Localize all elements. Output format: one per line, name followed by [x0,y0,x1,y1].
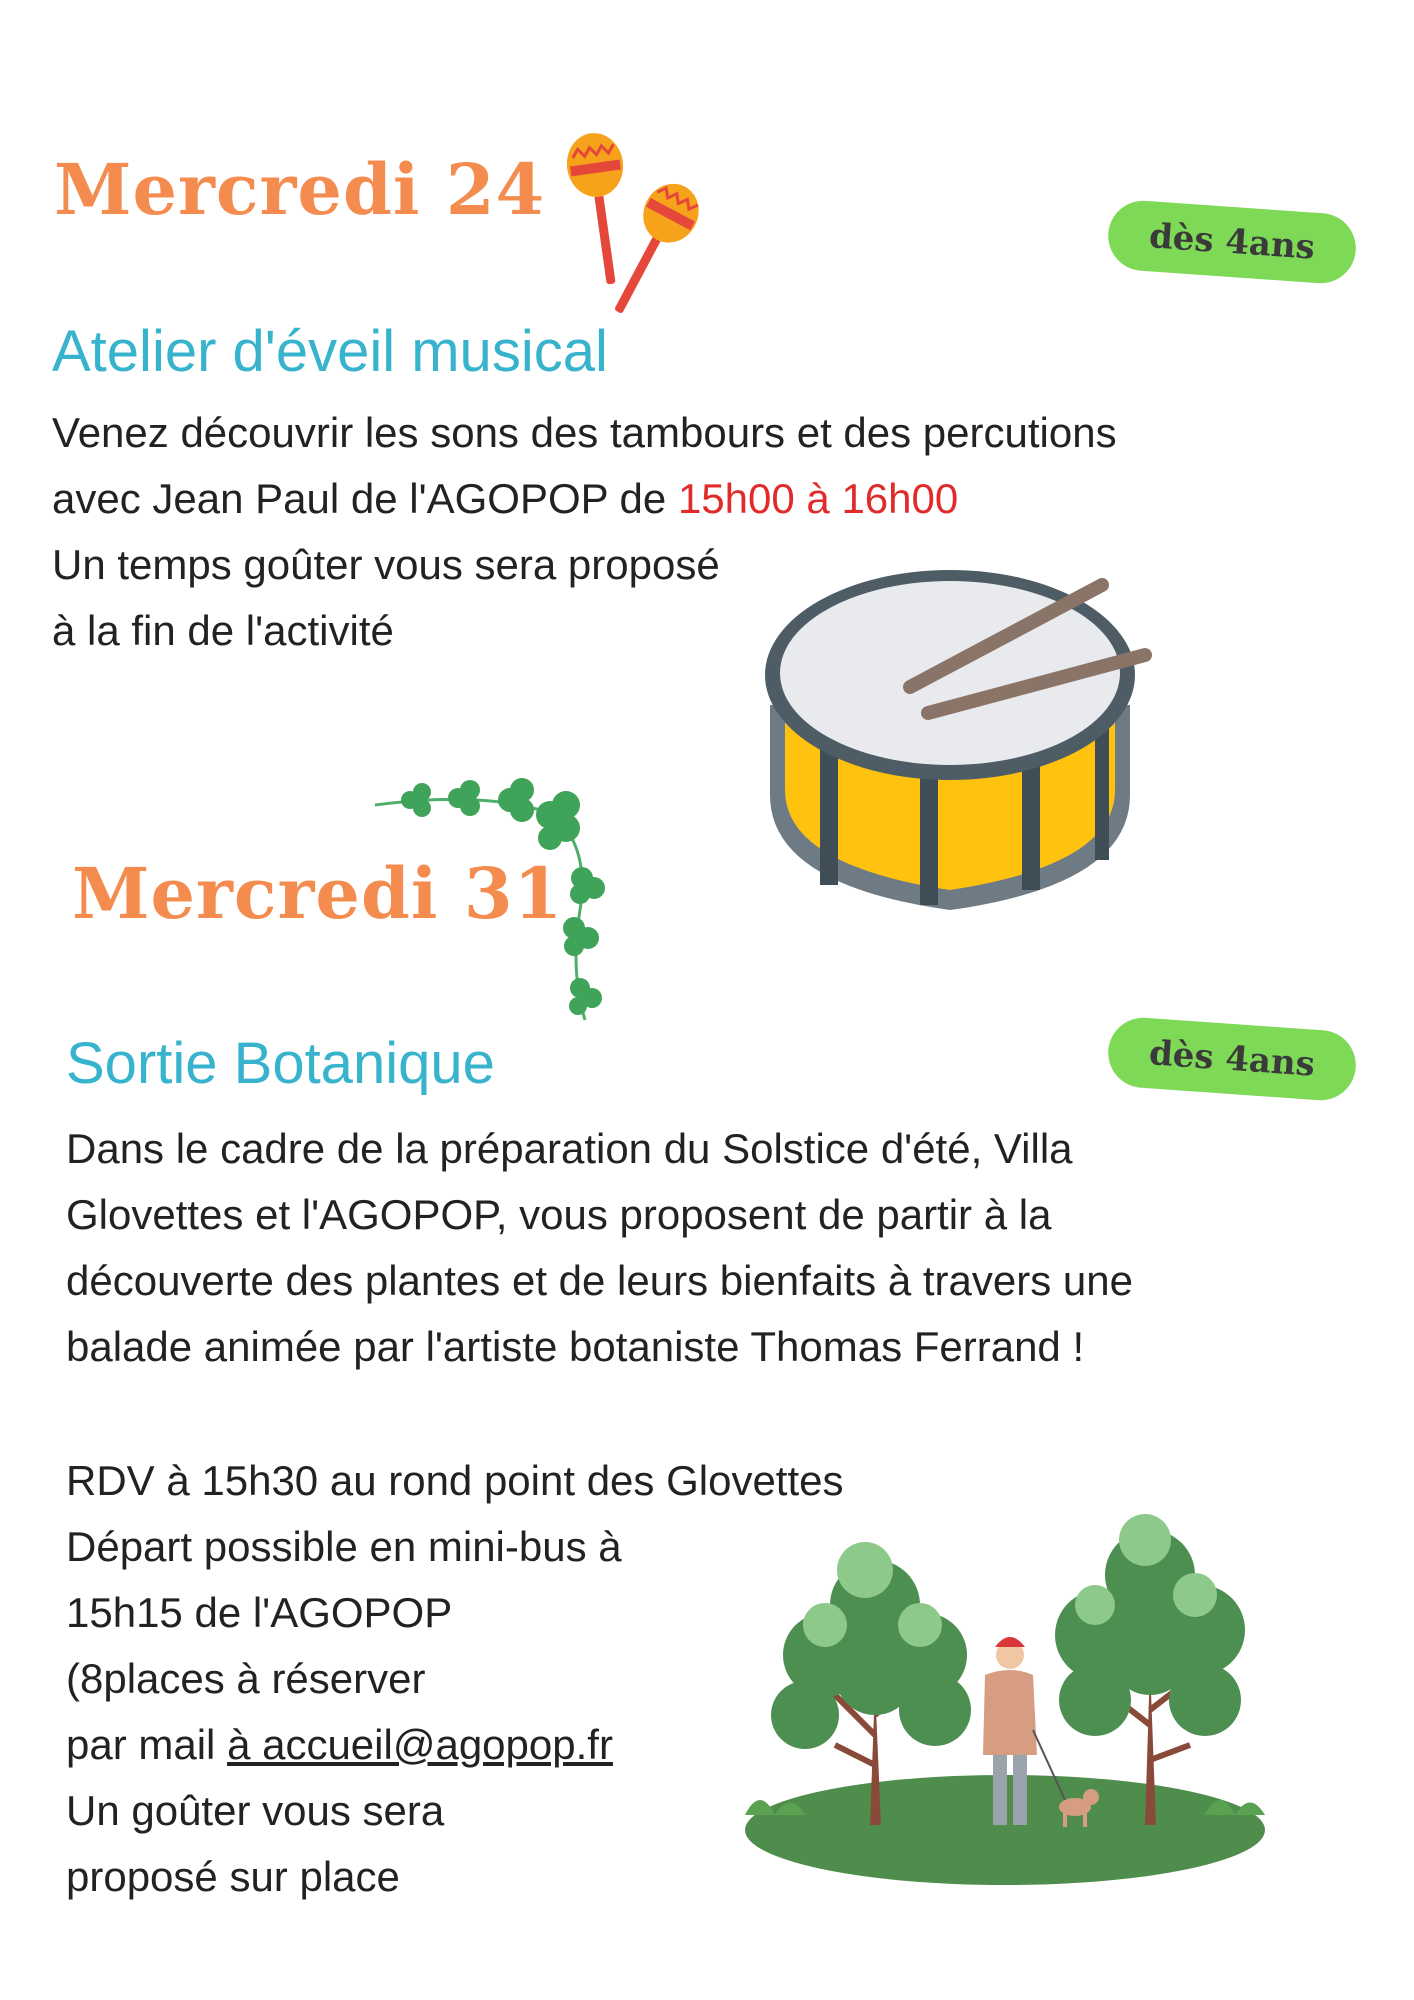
maracas-icon [560,125,710,305]
event1-age-badge: dès 4ans [1106,198,1358,285]
event1-line4: à la fin de l'activité [52,607,394,654]
forest-walk-icon [735,1515,1275,1885]
event1-line2-prefix: avec Jean Paul de l'AGOPOP de [52,475,678,522]
email-link[interactable]: à accueil@agopop.fr [227,1721,613,1768]
event2-info-line: (8places à réserver [66,1655,426,1702]
event1-line1: Venez découvrir les sons des tambours et des percutions [52,409,1117,456]
event1-time: 15h00 à 16h00 [677,475,959,522]
event1-date: Mercredi 24 [54,148,546,231]
event2-info-line: RDV à 15h30 au rond point des Glovettes [66,1457,844,1504]
event2-paragraph-line: Glovettes et l'AGOPOP, vous proposent de partir à la [66,1191,1052,1238]
event1-line2 [52,466,1117,532]
event1-line3: Un temps goûter vous sera proposé [52,541,720,588]
event2-paragraph-line: découverte des plantes et de leurs bienfaits à travers une [66,1257,1133,1304]
drum-icon [760,565,1140,910]
event2-info-line: Départ possible en mini-bus à [66,1523,622,1570]
event1-title: Atelier d'éveil musical [52,319,608,384]
event2-date: Mercredi 31 [72,852,564,935]
event2-mail-prefix: par mail [66,1721,228,1768]
event2-info-line: 15h15 de l'AGOPOP [66,1589,453,1636]
event2-info [66,1448,844,1910]
event2-paragraph-line: Dans le cadre de la préparation du Solstice d'été, Villa [66,1125,1073,1172]
event2-age-badge: dès 4ans [1106,1015,1358,1102]
event2-paragraph-line: balade animée par l'artiste botaniste Thomas Ferrand ! [66,1323,1085,1370]
event2-closing-line: Un goûter vous sera [66,1787,445,1834]
event2-title: Sortie Botanique [66,1031,495,1096]
event2-closing-line: proposé sur place [66,1853,400,1900]
event2-description [66,1116,1133,1380]
event2-mail-line [66,1712,844,1778]
